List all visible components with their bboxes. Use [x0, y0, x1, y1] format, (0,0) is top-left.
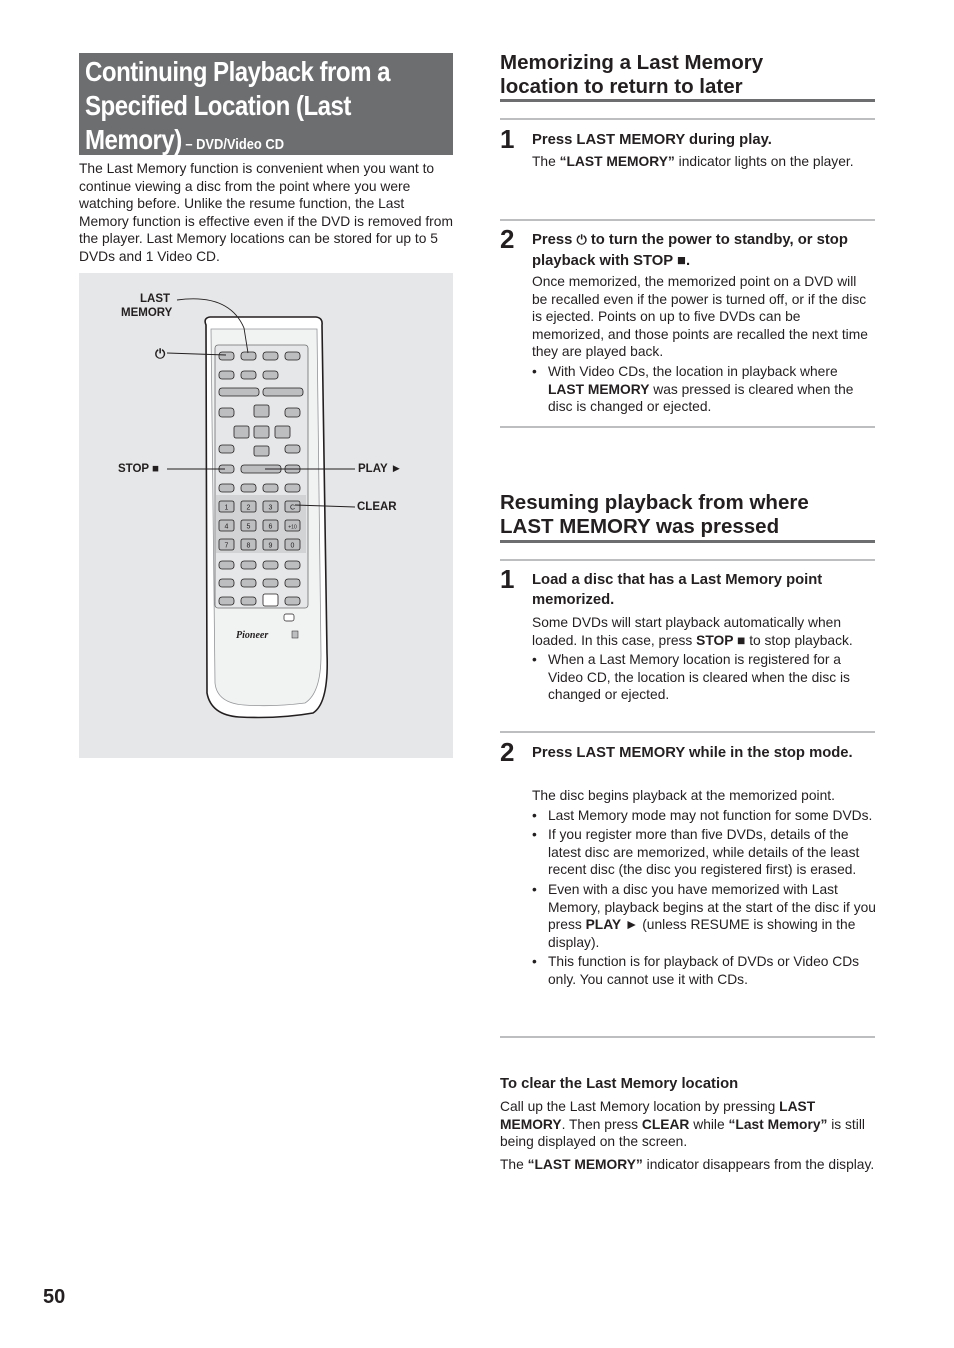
s2s1-body-bold: STOP ■: [696, 632, 746, 648]
button-aux-left: [219, 445, 234, 453]
top-button-3: [263, 352, 278, 360]
number-key-label: 1: [224, 504, 229, 512]
last-memory-button: [241, 352, 256, 360]
clear-p1-a: Call up the Last Memory location by pressing: [500, 1099, 780, 1114]
s1s2-head-post: to turn the power to standby, or stop playback with STOP ■.: [532, 232, 848, 269]
number-key-label: 2: [246, 504, 251, 512]
menu-button-right: [285, 408, 300, 417]
clear-p1-c: . Then press: [561, 1116, 642, 1132]
clear-p1-g: is still being displayed on the screen.: [500, 1116, 865, 1150]
number-key-label: 0: [290, 542, 295, 550]
bottom-button-12: [285, 597, 300, 605]
s1s1-body-post: indicator lights on the player.: [674, 154, 854, 169]
s1s1-body-bold: “LAST MEMORY”: [559, 154, 675, 169]
title-line-1: Continuing Playback from a: [85, 56, 391, 87]
brand-mark-icon: [292, 631, 298, 638]
callout-last-memory-2: MEMORY: [121, 307, 173, 319]
section2-step2-heading: Press LAST MEMORY while in the stop mode.: [532, 745, 853, 761]
s2s2-bullet-3-bold: PLAY ►: [585, 917, 639, 933]
s1s2-bullet-post: was pressed is cleared when the disc is changed or ejected.: [548, 381, 854, 415]
s2s1-body-text: [532, 614, 874, 649]
number-key-label: 4: [224, 523, 229, 531]
section2-heading-line2: LAST MEMORY was pressed: [500, 515, 780, 538]
bottom-button-5: [219, 579, 234, 587]
title-line-3-text: Memory): [85, 124, 182, 155]
section1-step1-body: [532, 153, 872, 171]
s1s2-bullet: [532, 363, 874, 416]
cursor-down: [254, 446, 269, 456]
clear-p1-d: CLEAR: [641, 1116, 690, 1132]
menu-button-left: [219, 408, 234, 417]
intro-paragraph: The Last Memory function is convenient when you want to continue viewing a disc from the point where you were watching before. Unlike the resume function, the Last Memory function is effective even if the DVD is removed from the player. Last Memory locations can be stored for up to 5 DVDs and 1 Video CD.: [79, 161, 453, 264]
row2-button-3: [263, 371, 278, 379]
row3-button-1: [219, 388, 259, 396]
remote-illustration-panel: [79, 273, 453, 758]
number-key-label: +10: [288, 524, 297, 531]
bottom-button-8: [285, 579, 300, 587]
section1-step1-heading: Press LAST MEMORY during play.: [532, 132, 772, 148]
bottom-button-3: [263, 561, 278, 569]
section1-heading-line1: Memorizing a Last Memory: [500, 51, 764, 74]
s1s2-bullet-bold: LAST MEMORY: [548, 381, 650, 397]
s1s2-body-text: Once memorized, the memorized point on a DVD will be recalled even if the power is turned off, or if the disc is ejected. Points on up to five DVDs can be memorized, and those points are recalled the next time they are played back.: [532, 274, 868, 360]
row2-button-1: [219, 371, 234, 379]
section2-end-rule: [500, 1036, 875, 1038]
section2-step2-rule: [500, 731, 875, 733]
brand-logo: Pioneer: [236, 630, 269, 641]
section1-step2-body: [532, 273, 874, 416]
number-key-label: 7: [224, 542, 229, 550]
button-aux-right: [285, 445, 300, 453]
clear-p2-c: indicator disappears from the display.: [642, 1157, 875, 1172]
s2s2-body-text: The disc begins playback at the memorized point.: [532, 788, 835, 803]
section2-heading: [500, 491, 809, 539]
clear-p1-e: while: [689, 1116, 729, 1132]
clear-p1-b: LAST MEMORY: [500, 1099, 816, 1132]
skip-button-2: [241, 484, 256, 492]
bottom-button-4: [285, 561, 300, 569]
s2s2-bullet-4: • This function is for playback of DVDs or Video CDs only. You cannot use it with CDs.: [532, 953, 876, 988]
switch-icon: [284, 614, 294, 621]
cursor-up: [254, 405, 269, 417]
section2-heading-rule: [500, 540, 875, 543]
section1-end-rule: [500, 426, 875, 428]
section2-step1-heading: Load a disc that has a Last Memory point memorized.: [532, 572, 823, 608]
s1s2-head-pre: Press: [532, 232, 577, 248]
bottom-button-1: [219, 561, 234, 569]
section2-step1-rule: [500, 559, 875, 561]
s1s1-body-pre: The: [532, 154, 560, 169]
s2s1-body-post: to stop playback.: [745, 632, 853, 648]
row2-button-2: [241, 371, 256, 379]
callout-clear: CLEAR: [357, 501, 397, 513]
page-title: [85, 55, 399, 162]
cursor-enter: [254, 426, 269, 438]
row3-button-2: [263, 388, 303, 396]
section2-step2-number: 2: [500, 737, 515, 767]
s1s2-bullet-pre: With Video CDs, the location in playback where: [548, 363, 838, 379]
section1-step2-number: 2: [500, 224, 515, 254]
clear-p2-b: “LAST MEMORY”: [527, 1157, 643, 1172]
bottom-button-6: [241, 579, 256, 587]
s2s1-body-pre: Some DVDs will start playback automatically when loaded. In this case, press: [532, 615, 842, 648]
title-line-3: [85, 123, 399, 162]
remote-control-drawing: [79, 273, 453, 758]
clear-heading: To clear the Last Memory location: [500, 1076, 739, 1092]
section1-step2-heading: [532, 230, 872, 271]
section1-heading-line2: location to return to later: [500, 75, 743, 98]
cursor-right: [275, 426, 290, 438]
title-line-2: Specified Location (Last: [85, 90, 351, 121]
clear-p1-f: “Last Memory”: [728, 1116, 828, 1132]
section2-step1-body: [532, 614, 874, 704]
s2s2-bullet-2: • If you register more than five DVDs, details of the latest disc are memorized, while details of the least recent disc (the disc you registered first) is erased.: [532, 826, 876, 879]
bottom-button-2: [241, 561, 256, 569]
bottom-button-7: [263, 579, 278, 587]
title-block: [79, 53, 453, 155]
number-key-label: 3: [268, 504, 273, 512]
title-subtitle: – DVD/Video CD: [181, 136, 285, 153]
section1-step1-number: 1: [500, 124, 515, 154]
power-button: [219, 352, 234, 360]
power-icon: ⏻: [576, 233, 587, 248]
number-key-label: 6: [268, 523, 273, 531]
cursor-left: [234, 426, 249, 438]
s2s1-bullet: • When a Last Memory location is registered for a Video CD, the location is cleared when the disc is changed or ejected.: [532, 651, 874, 704]
number-key-label: 5: [246, 523, 251, 531]
section1-step2-rule: [500, 219, 875, 221]
clear-paragraph-2: [500, 1156, 876, 1174]
section1-heading-rule: [500, 99, 875, 102]
skip-button-4: [285, 484, 300, 492]
s2s2-bullet-3: [532, 881, 876, 951]
bottom-button-11: [263, 594, 278, 606]
callout-play: PLAY ►: [358, 463, 402, 475]
section1-heading: [500, 51, 763, 99]
skip-button-1: [219, 484, 234, 492]
callout-stop: STOP ■: [118, 463, 160, 475]
bottom-button-10: [241, 597, 256, 605]
clear-paragraph-1: [500, 1098, 876, 1151]
s2s2-bullet-1: • Last Memory mode may not function for some DVDs.: [532, 807, 876, 825]
section2-step1-number: 1: [500, 564, 515, 594]
section2-heading-line1: Resuming playback from where: [500, 491, 809, 514]
clear-p2-a: The: [500, 1157, 528, 1172]
bottom-button-9: [219, 597, 234, 605]
callout-last-memory-line1: LAST: [139, 293, 171, 305]
number-key-label: 8: [246, 542, 251, 550]
callout-power-icon: ⏻: [155, 346, 166, 361]
skip-button-3: [263, 484, 278, 492]
top-button-4: [285, 352, 300, 360]
section1-step1-rule: [500, 118, 875, 120]
number-key-label: C: [289, 504, 296, 512]
s2s2-bullet-3-pre: Even with a disc you have memorized with Last Memory, playback begins at the start of the disc if you press: [548, 881, 876, 933]
page-number: 50: [43, 1286, 66, 1308]
section2-step2-body: [532, 787, 876, 989]
s2s2-bullet-3-post: (unless RESUME is showing in the display).: [548, 917, 856, 950]
number-key-label: 9: [268, 542, 273, 550]
